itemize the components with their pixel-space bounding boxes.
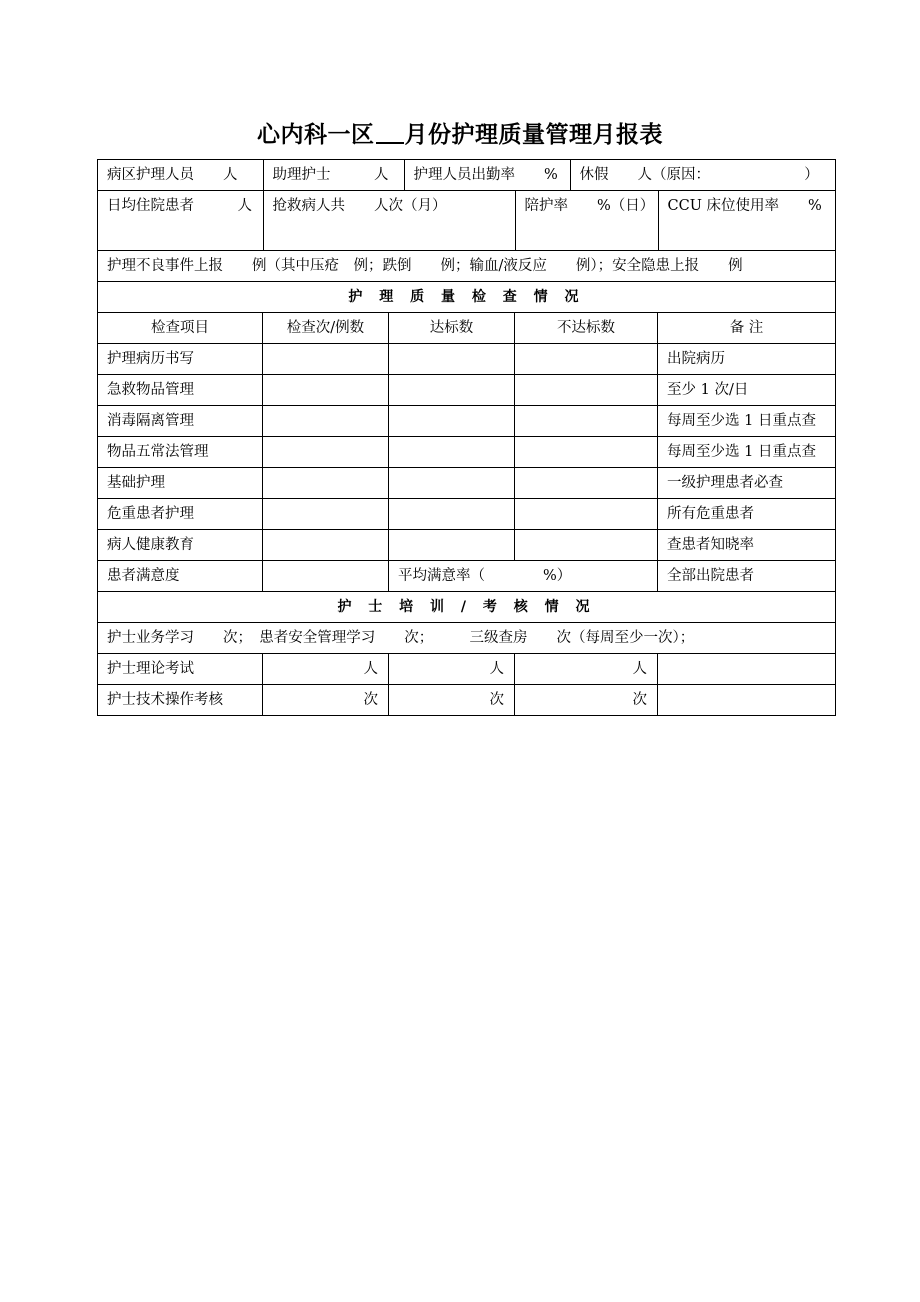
row-item: 物品五常法管理 (98, 437, 263, 468)
satisfaction-row (98, 561, 836, 592)
table-row (98, 468, 836, 499)
daily-inpatients[interactable]: 日均住院患者 人 (98, 191, 263, 250)
failed-cell[interactable] (515, 406, 658, 437)
header-item: 检查项目 (98, 313, 263, 344)
adverse-events[interactable]: 护理不良事件上报 例（其中压疮 例；跌倒 例；输血/液反应 例）；安全隐患上报 例 (98, 251, 836, 282)
row-item: 基础护理 (98, 468, 263, 499)
study-row (98, 623, 836, 654)
quality-section-row (98, 282, 836, 313)
rescue-count[interactable]: 抢救病人共 人次（月） (263, 191, 515, 250)
month-blank[interactable] (376, 122, 404, 144)
title-suffix: 月份护理质量管理月报表 (404, 122, 663, 148)
satisfaction-count-cell[interactable] (263, 561, 389, 592)
row-item: 护理病历书写 (98, 344, 263, 375)
report-table (97, 159, 836, 716)
table-row (98, 530, 836, 561)
row-item: 病人健康教育 (98, 530, 263, 561)
patient-row (98, 191, 836, 251)
passed-cell[interactable] (389, 437, 515, 468)
header-failed: 不达标数 (515, 313, 658, 344)
theory-exam-label: 护士理论考试 (98, 654, 263, 685)
table-row (98, 406, 836, 437)
row-note: 一级护理患者必查 (658, 468, 836, 499)
failed-cell[interactable] (515, 530, 658, 561)
passed-cell[interactable] (389, 468, 515, 499)
skill-unit-cell[interactable]: 次 (389, 685, 515, 716)
row-note: 每周至少选 1 日重点查 (658, 437, 836, 468)
adverse-events-row (98, 251, 836, 282)
theory-unit-cell[interactable]: 人 (515, 654, 658, 685)
checks-cell[interactable] (263, 530, 389, 561)
table-row (98, 375, 836, 406)
row-note: 查患者知晓率 (658, 530, 836, 561)
failed-cell[interactable] (515, 499, 658, 530)
row-item: 危重患者护理 (98, 499, 263, 530)
row-item: 急救物品管理 (98, 375, 263, 406)
training-section-row (98, 592, 836, 623)
assistant-count[interactable]: 助理护士 人 (263, 160, 404, 190)
row-note: 出院病历 (658, 344, 836, 375)
study-line[interactable]: 护士业务学习 次； 患者安全管理学习 次； 三级查房 次（每周至少一次）； (98, 623, 836, 654)
skill-unit-cell[interactable]: 次 (515, 685, 658, 716)
skill-exam-row (98, 685, 836, 716)
table-row (98, 499, 836, 530)
attendance-rate[interactable]: 护理人员出勤率 % (404, 160, 570, 190)
skill-blank-cell[interactable] (658, 685, 836, 716)
checks-cell[interactable] (263, 499, 389, 530)
header-checks: 检查次/例数 (263, 313, 389, 344)
title-dept: 心内科一区 (257, 122, 375, 148)
skill-exam-label: 护士技术操作考核 (98, 685, 263, 716)
row-item: 消毒隔离管理 (98, 406, 263, 437)
row-note: 所有危重患者 (658, 499, 836, 530)
theory-unit-cell[interactable]: 人 (389, 654, 515, 685)
page-title (0, 116, 920, 149)
checks-cell[interactable] (263, 468, 389, 499)
theory-blank-cell[interactable] (658, 654, 836, 685)
ccu-usage-rate[interactable]: CCU 床位使用率 % (667, 198, 822, 214)
table-row (98, 437, 836, 468)
checks-cell[interactable] (263, 406, 389, 437)
passed-cell[interactable] (389, 406, 515, 437)
row-note: 至少 1 次/日 (658, 375, 836, 406)
header-passed: 达标数 (389, 313, 515, 344)
quality-header-row (98, 313, 836, 344)
row-item: 患者满意度 (98, 561, 263, 592)
header-notes: 备 注 (658, 313, 836, 344)
checks-cell[interactable] (263, 437, 389, 468)
staff-count[interactable]: 病区护理人员 人 (98, 160, 263, 190)
theory-exam-row (98, 654, 836, 685)
staff-row (98, 160, 836, 191)
failed-cell[interactable] (515, 344, 658, 375)
row-note: 每周至少选 1 日重点查 (658, 406, 836, 437)
table-row (98, 344, 836, 375)
checks-cell[interactable] (263, 375, 389, 406)
failed-cell[interactable] (515, 375, 658, 406)
quality-section-title: 护 理 质 量 检 查 情 况 (98, 282, 836, 313)
passed-cell[interactable] (389, 499, 515, 530)
row-note: 全部出院患者 (658, 561, 836, 592)
training-section-title: 护 士 培 训 / 考 核 情 况 (98, 592, 836, 623)
passed-cell[interactable] (389, 375, 515, 406)
avg-satisfaction-rate[interactable]: 平均满意率（ %） (389, 561, 658, 592)
escort-rate[interactable]: 陪护率 %（日） (515, 191, 658, 250)
theory-unit-cell[interactable]: 人 (263, 654, 389, 685)
skill-unit-cell[interactable]: 次 (263, 685, 389, 716)
failed-cell[interactable] (515, 437, 658, 468)
checks-cell[interactable] (263, 344, 389, 375)
passed-cell[interactable] (389, 530, 515, 561)
passed-cell[interactable] (389, 344, 515, 375)
failed-cell[interactable] (515, 468, 658, 499)
leave-info[interactable]: 休假 人（原因： ） (579, 167, 819, 183)
